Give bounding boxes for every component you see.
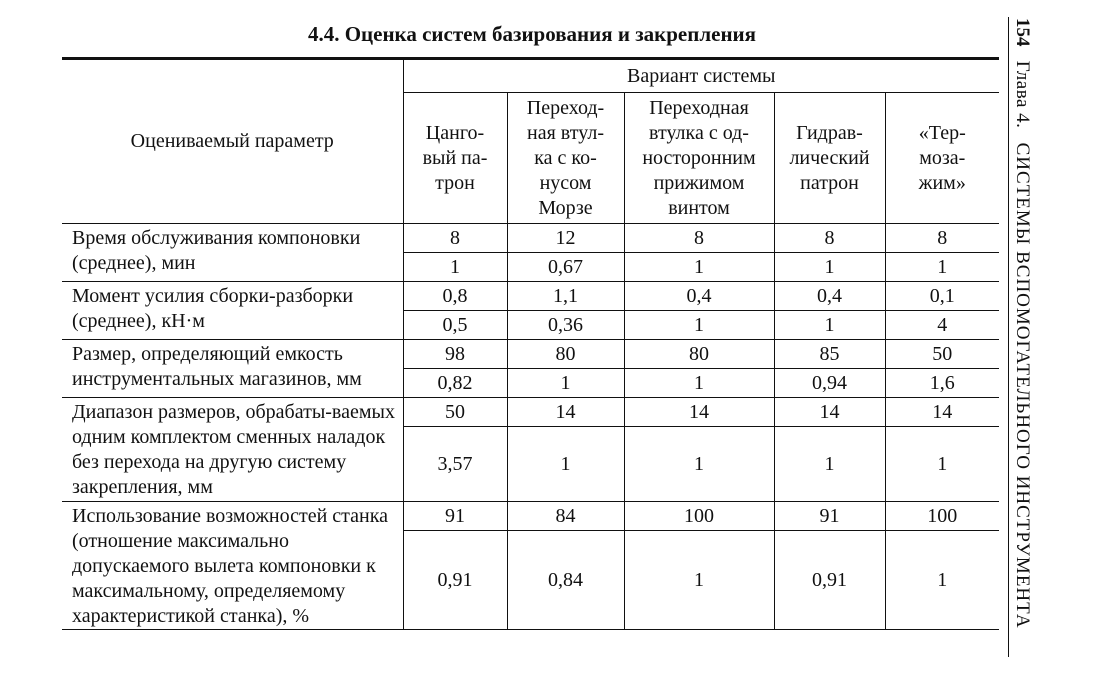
value-cell: 8	[885, 224, 999, 253]
value-cell: 1	[774, 253, 885, 282]
variant-header-5: «Тер- моза- жим»	[885, 93, 999, 224]
value-cell: 1	[885, 531, 999, 630]
table-row	[62, 340, 999, 369]
value-cell: 0,91	[774, 531, 885, 630]
evaluation-table	[62, 57, 999, 630]
value-cell: 80	[624, 340, 774, 369]
value-cell: 14	[624, 398, 774, 427]
value-cell: 1	[624, 531, 774, 630]
value-cell: 14	[507, 398, 624, 427]
param-cell: Размер, определяющий емкость инструментальных магазинов, мм	[62, 340, 403, 398]
value-cell: 80	[507, 340, 624, 369]
table-row	[62, 398, 999, 427]
value-cell: 100	[885, 502, 999, 531]
variant-header-4: Гидрав- лический патрон	[774, 93, 885, 224]
value-cell: 0,8	[403, 282, 507, 311]
value-cell: 50	[403, 398, 507, 427]
param-cell: Использование возможностей станка (отношение максимально допускаемого вылета компоновки к максимальному, определяемому характеристикой станка), %	[62, 502, 403, 630]
value-cell: 50	[885, 340, 999, 369]
value-cell: 14	[774, 398, 885, 427]
param-cell: Момент усилия сборки-разборки (среднее), кН·м	[62, 282, 403, 340]
param-cell: Диапазон размеров, обрабаты-ваемых одним комплектом сменных наладок без перехода на другую систему закрепления, мм	[62, 398, 403, 502]
value-cell: 0,4	[774, 282, 885, 311]
value-cell: 0,1	[885, 282, 999, 311]
variant-header-3: Переходная втулка с од- носторонним прижимом винтом	[624, 93, 774, 224]
value-cell: 1	[774, 427, 885, 502]
value-cell: 1	[885, 427, 999, 502]
param-cell: Время обслуживания компоновки (среднее), мин	[62, 224, 403, 282]
value-cell: 91	[403, 502, 507, 531]
value-cell: 98	[403, 340, 507, 369]
variant-header-1: Цанго- вый па- трон	[403, 93, 507, 224]
table-row	[62, 224, 999, 253]
value-cell: 3,57	[403, 427, 507, 502]
value-cell: 14	[885, 398, 999, 427]
chapter-label: Глава 4.	[1012, 60, 1033, 129]
value-cell: 1	[624, 427, 774, 502]
value-cell: 1	[507, 369, 624, 398]
value-cell: 1	[624, 311, 774, 340]
param-column-header: Оцениваемый параметр	[62, 59, 403, 224]
value-cell: 1	[885, 253, 999, 282]
value-cell: 1	[507, 427, 624, 502]
side-rule	[1008, 17, 1009, 657]
running-header	[1011, 18, 1033, 629]
table-row	[62, 282, 999, 311]
value-cell: 0,5	[403, 311, 507, 340]
value-cell: 1,6	[885, 369, 999, 398]
value-cell: 1	[403, 253, 507, 282]
value-cell: 0,84	[507, 531, 624, 630]
variant-group-header: Вариант системы	[403, 59, 999, 93]
value-cell: 91	[774, 502, 885, 531]
value-cell: 8	[774, 224, 885, 253]
value-cell: 1	[624, 369, 774, 398]
value-cell: 0,4	[624, 282, 774, 311]
page-title: 4.4. Оценка систем базирования и закрепления	[307, 22, 757, 46]
page-number: 154	[1012, 18, 1033, 47]
value-cell: 1,1	[507, 282, 624, 311]
table-body	[62, 224, 999, 630]
chapter-title: СИСТЕМЫ ВСПОМОГАТЕЛЬНОГО ИНСТРУМЕНТА	[1012, 142, 1033, 629]
value-cell: 84	[507, 502, 624, 531]
value-cell: 1	[774, 311, 885, 340]
value-cell: 12	[507, 224, 624, 253]
value-cell: 1	[624, 253, 774, 282]
value-cell: 0,82	[403, 369, 507, 398]
table-row	[62, 502, 999, 531]
value-cell: 8	[403, 224, 507, 253]
value-cell: 100	[624, 502, 774, 531]
value-cell: 85	[774, 340, 885, 369]
value-cell: 4	[885, 311, 999, 340]
variant-header-2: Переход- ная втул- ка с ко- нусом Морзе	[507, 93, 624, 224]
value-cell: 0,94	[774, 369, 885, 398]
value-cell: 0,67	[507, 253, 624, 282]
value-cell: 0,91	[403, 531, 507, 630]
value-cell: 0,36	[507, 311, 624, 340]
value-cell: 8	[624, 224, 774, 253]
